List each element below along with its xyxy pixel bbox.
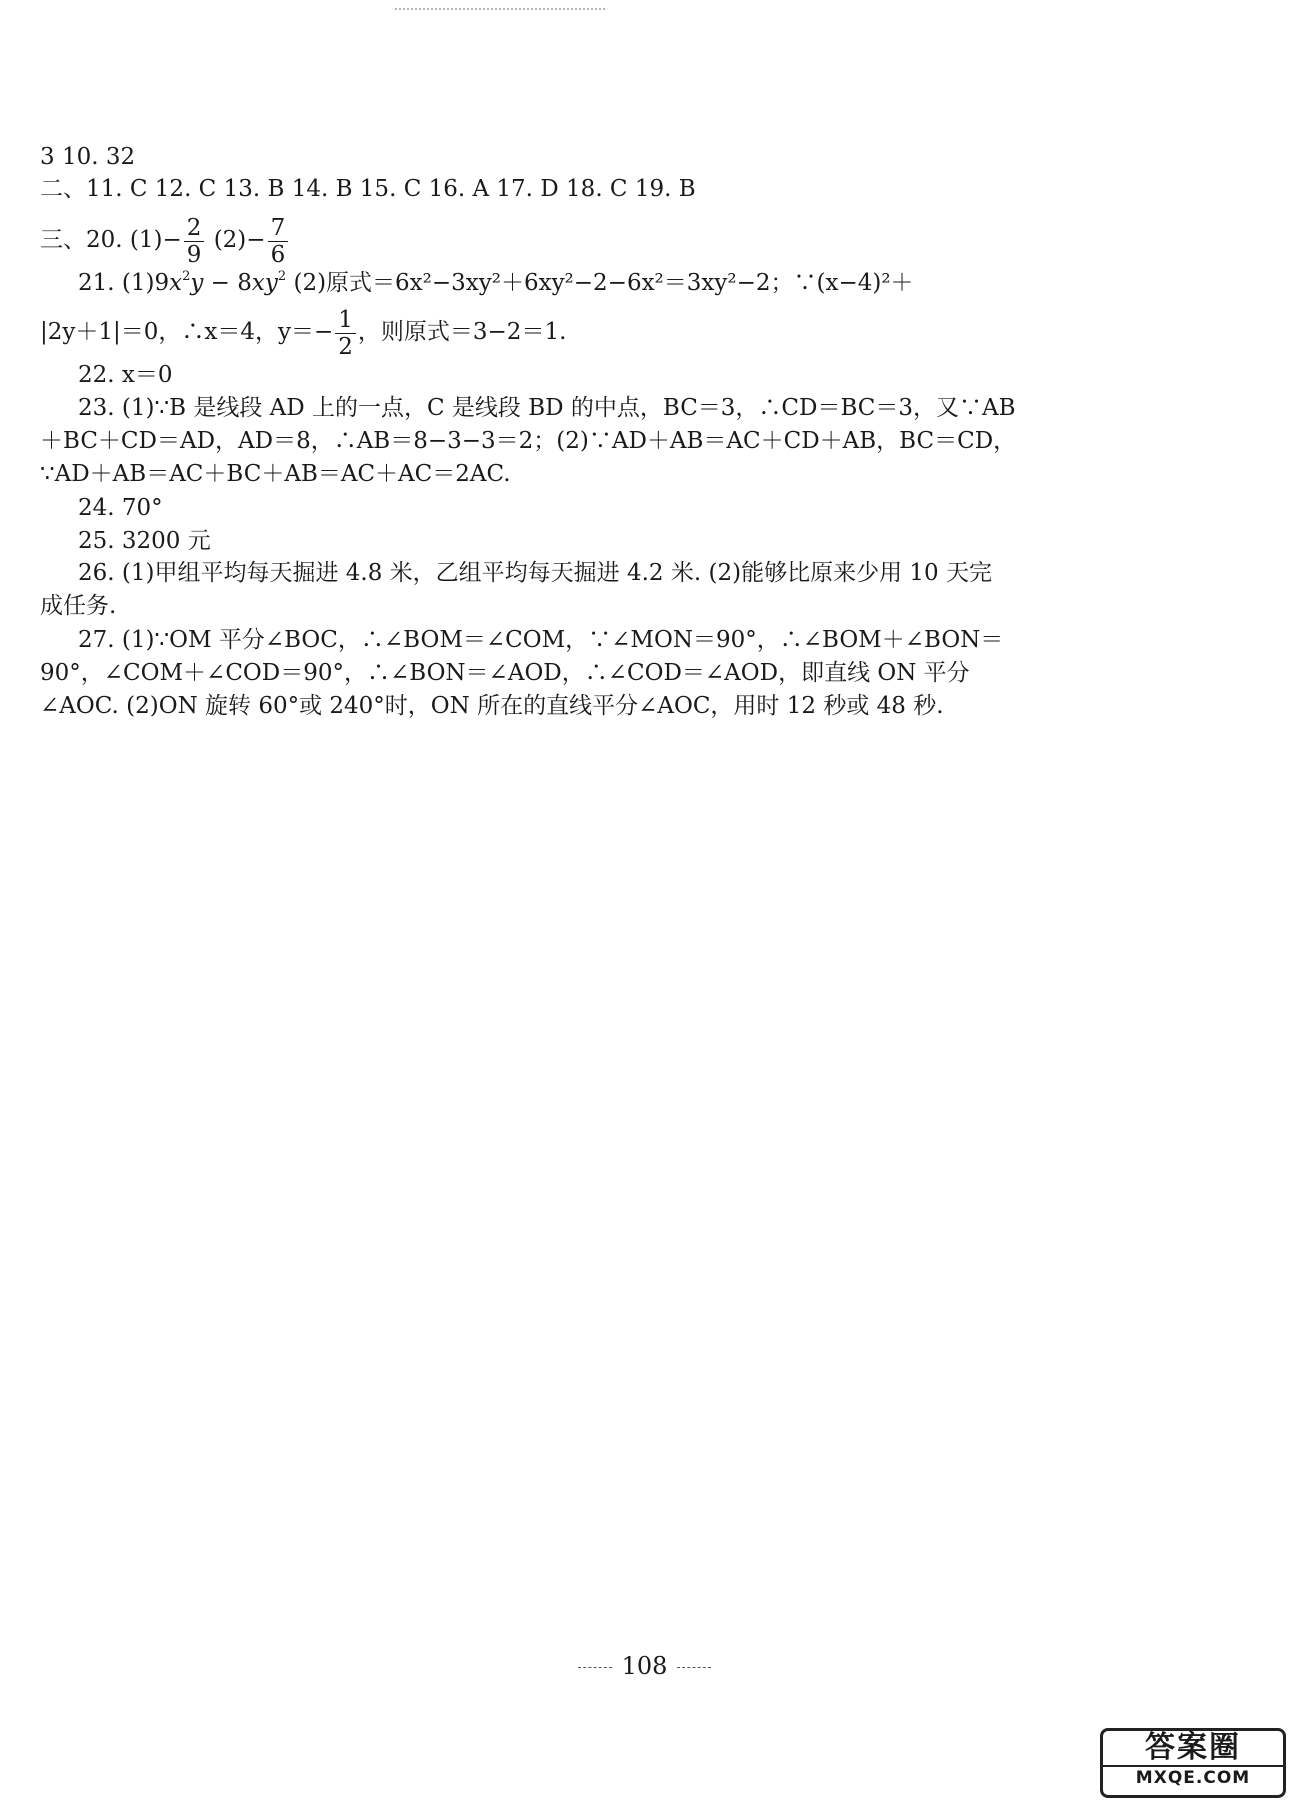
fraction-numerator: 7 bbox=[268, 215, 289, 242]
fraction bbox=[184, 215, 205, 268]
answer-line: 23. (1)∵B 是线段 AD 上的一点，C 是线段 BD 的中点，BC＝3，∴CD＝BC＝3，又∵AB bbox=[78, 395, 1016, 421]
watermark-bottom: MXQE.COM bbox=[1103, 1765, 1283, 1789]
fraction bbox=[335, 307, 356, 360]
answer-line: 22. x＝0 bbox=[78, 362, 173, 388]
answer-line: 3 10. 32 bbox=[40, 144, 136, 170]
fraction-numerator: 2 bbox=[184, 215, 205, 242]
answer-line: 成任务. bbox=[40, 593, 117, 619]
text-segment: 三、20. (1)− bbox=[40, 227, 182, 253]
text-segment: 21. (1)9 bbox=[78, 270, 170, 296]
header-fragment bbox=[395, 0, 605, 10]
fraction-denominator: 9 bbox=[186, 241, 202, 268]
text-segment: − 8 bbox=[203, 270, 252, 296]
answer-line: 25. 3200 元 bbox=[78, 528, 211, 554]
exponent: 2 bbox=[182, 269, 191, 284]
math-var: xy bbox=[251, 270, 278, 296]
fraction-numerator: 1 bbox=[335, 307, 356, 334]
exponent: 2 bbox=[277, 269, 287, 284]
text-segment: ，则原式＝3−2＝1. bbox=[357, 319, 567, 345]
text-segment: (2)− bbox=[206, 227, 266, 253]
answer-line: 26. (1)甲组平均每天掘进 4.8 米，乙组平均每天掘进 4.2 米. (2)能够比原来少用 10 天完 bbox=[78, 560, 992, 586]
answer-line: 90°，∠COM＋∠COD＝90°，∴∠BON＝∠AOD，∴∠COD＝∠AOD，即直线 ON 平分 bbox=[40, 660, 970, 686]
fraction-denominator: 6 bbox=[270, 241, 286, 268]
answer-line: 24. 70° bbox=[78, 495, 163, 521]
text-segment: |2y＋1|＝0，∴x＝4，y＝− bbox=[40, 319, 334, 345]
watermark-logo bbox=[1100, 1728, 1286, 1798]
answer-line: ∵AD＋AB＝AC＋BC＋AB＝AC＋AC＝2AC. bbox=[40, 461, 511, 487]
page-number: 108 bbox=[621, 1652, 668, 1680]
fraction bbox=[268, 215, 289, 268]
math-var: x bbox=[169, 270, 183, 296]
answer-line-fractions bbox=[40, 210, 290, 270]
answer-line: 二、11. C 12. C 13. B 14. B 15. C 16. A 17. D 18. C 19. B bbox=[40, 176, 696, 202]
answer-line-21 bbox=[78, 268, 914, 298]
math-var: y bbox=[190, 270, 204, 296]
dash-left bbox=[578, 1667, 612, 1668]
text-segment: (2)原式＝6x²−3xy²＋6xy²−2−6x²＝3xy²−2；∵(x−4)²＋ bbox=[286, 270, 914, 296]
watermark-top: 答案圈 bbox=[1145, 1730, 1241, 1765]
page-number-row bbox=[0, 1652, 1289, 1680]
answer-line: ∠AOC. (2)ON 旋转 60°或 240°时，ON 所在的直线平分∠AOC，用时 12 秒或 48 秒. bbox=[40, 693, 944, 719]
answer-line-21-cont bbox=[40, 302, 566, 362]
answer-line: 27. (1)∵OM 平分∠BOC，∴∠BOM＝∠COM，∵∠MON＝90°，∴∠BOM＋∠BON＝ bbox=[78, 627, 1004, 653]
dash-right bbox=[677, 1667, 711, 1668]
fraction-denominator: 2 bbox=[338, 333, 353, 360]
answer-line: ＋BC＋CD＝AD，AD＝8，∴AB＝8−3−3＝2；(2)∵AD＋AB＝AC＋CD＋AB，BC＝CD， bbox=[40, 428, 1017, 454]
